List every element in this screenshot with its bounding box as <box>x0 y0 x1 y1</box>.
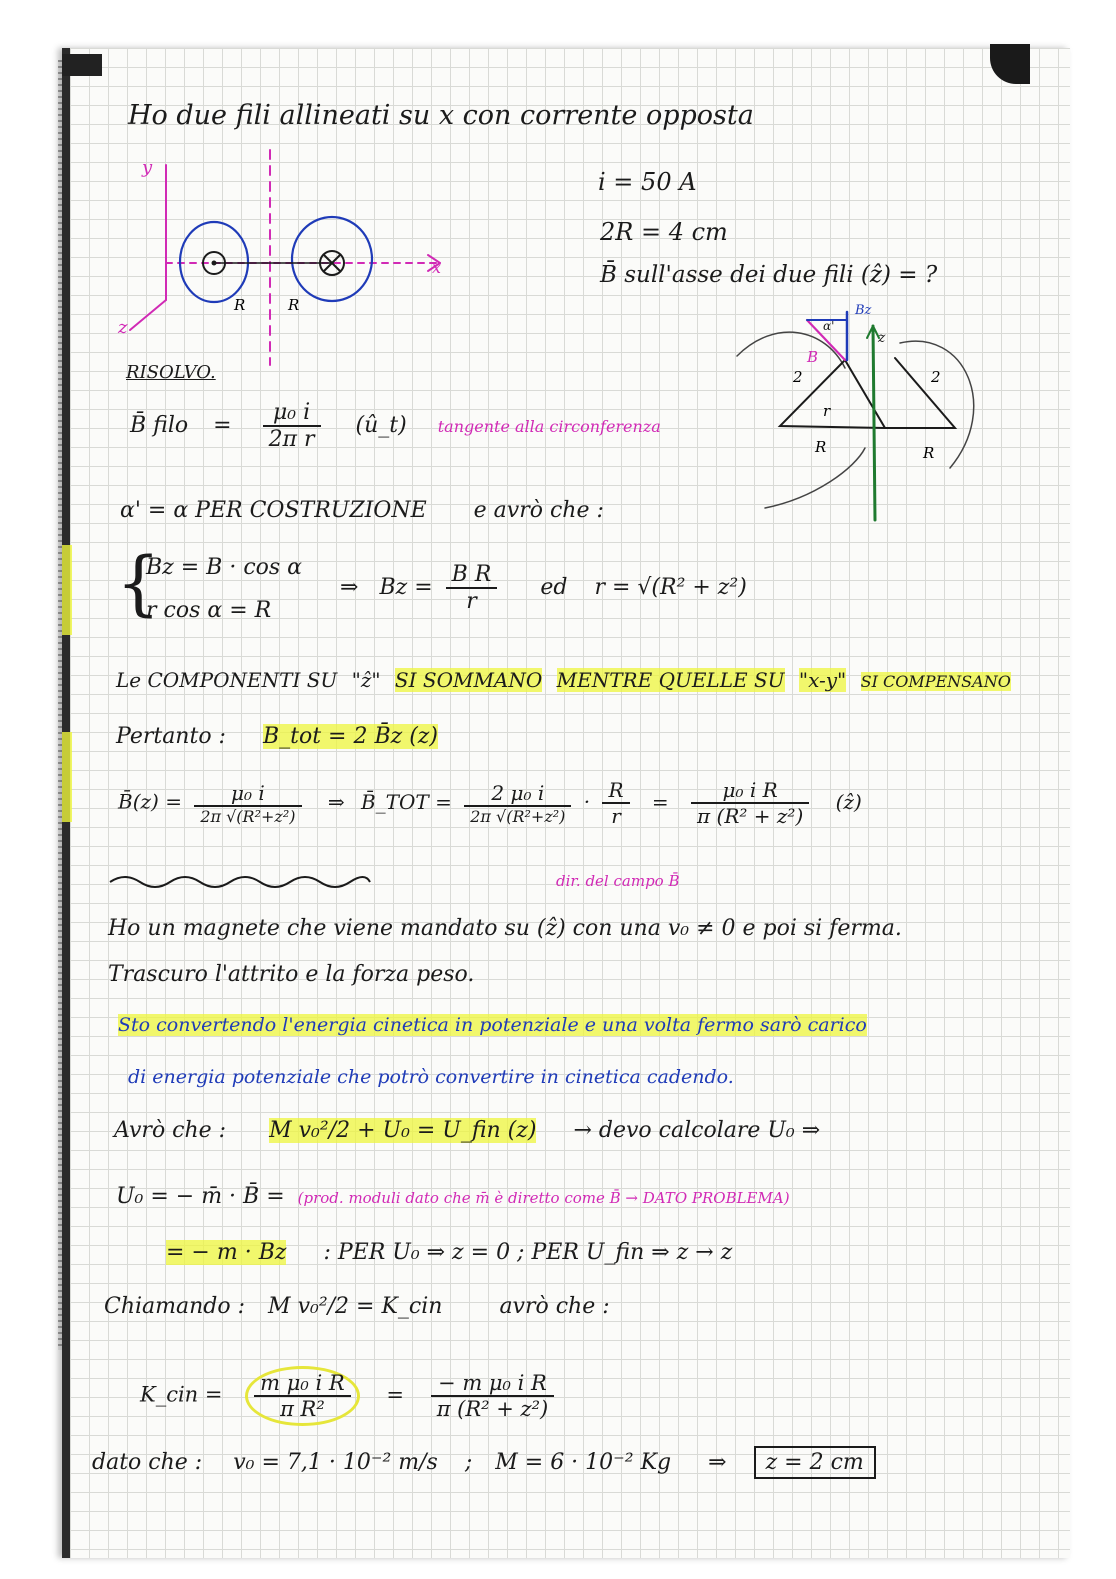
components-z: "ẑ" <box>351 668 381 692</box>
bz-frac1 <box>194 781 301 826</box>
components-line <box>116 668 1011 692</box>
energy-label: Avrò che : <box>114 1118 227 1143</box>
bfilo-num: μ₀ i <box>263 400 321 427</box>
part2-blue2: di energia potenziale che potrò convertire in cinetica cadendo. <box>128 1066 734 1088</box>
field-loop-right <box>292 217 372 301</box>
system-result-lhs: Bz = <box>379 575 433 600</box>
wavy-separator <box>108 872 373 892</box>
bfilo-eq: = <box>213 413 232 438</box>
fig2-side-left: 2 <box>793 368 803 386</box>
u0-line <box>116 1184 790 1209</box>
components-text2: SI SOMMANO <box>394 668 543 692</box>
kcin-lhs: K_cin = <box>140 1382 223 1407</box>
z-axis <box>130 300 166 330</box>
bz-unit: (ẑ) <box>835 789 862 814</box>
energy-tail: → devo calcolare U₀ ⇒ <box>573 1118 821 1143</box>
bfilo-den: 2π r <box>268 427 315 452</box>
final-label: dato che : <box>92 1450 203 1475</box>
pertanto-label: Pertanto : <box>116 724 226 749</box>
fig1-r1-label: R <box>234 296 246 314</box>
fig2-side-right: 2 <box>931 368 941 386</box>
fig2-r-left: R <box>815 438 827 456</box>
system-result-num: B R <box>446 562 498 589</box>
final-m: M = 6 · 10⁻² Kg <box>495 1450 672 1475</box>
bz-den4: π (R² + z²) <box>697 804 804 828</box>
alpha-text: α' = α PER COSTRUZIONE <box>120 498 427 523</box>
system-and: ed <box>540 575 568 600</box>
chiamando-label: Chiamando : <box>104 1294 246 1319</box>
wires-figure <box>110 145 470 370</box>
u0-note: (prod. moduli dato che m̄ è diretto come B̄ → DATO PROBLEMA) <box>297 1189 790 1207</box>
u0-eq: U₀ = − m̄ · B̄ = <box>116 1184 285 1209</box>
pertanto-eq: B_tot = 2 B̄z (z) <box>262 724 438 749</box>
kcin-eq: = <box>386 1382 404 1407</box>
final-sep: ; <box>464 1450 473 1475</box>
title: Ho due fili allineati su x con corrente opposta <box>128 100 754 131</box>
energy-line <box>114 1118 820 1143</box>
bz-den2: 2π √(R²+z²) <box>470 806 566 826</box>
fig1-z-label: z <box>118 317 128 338</box>
part2-blue1: Sto convertendo l'energia cinetica in potenziale e una volta fermo sarò carico <box>118 1014 867 1036</box>
bz-den3: r <box>611 804 621 828</box>
pertanto-line <box>116 724 438 749</box>
geometry-figure <box>735 298 1005 523</box>
bfilo-note: tangente alla circonferenza <box>437 417 661 436</box>
system-r-eq: r = √(R² + z²) <box>594 575 747 600</box>
kcin-frac2 <box>431 1371 555 1421</box>
margin-highlight-2 <box>62 732 72 822</box>
system-eq2: r cos α = R <box>146 598 272 623</box>
fig1-x-label: x <box>432 258 442 277</box>
bz-implies: ⇒ <box>327 789 345 814</box>
bz-btot: B̄_TOT = <box>360 789 452 814</box>
fig2-b-label: B <box>807 348 819 366</box>
bfilo-unit: (û_t) <box>355 413 407 438</box>
margin-highlight-1 <box>62 545 72 635</box>
part2-line2: Trascuro l'attrito e la forza peso. <box>108 962 475 987</box>
final-implies: ⇒ <box>708 1450 727 1475</box>
given-separation: 2R = 4 cm <box>600 218 728 246</box>
bz-frac4 <box>691 778 809 828</box>
system-result <box>340 562 747 614</box>
kcin-line <box>140 1366 560 1426</box>
chiamando-tail: avrò che : <box>499 1294 610 1319</box>
alpha-tail: e avrò che : <box>473 498 604 523</box>
kcin-num1: m μ₀ i R <box>254 1371 351 1397</box>
u0b-line <box>166 1240 732 1265</box>
final-line <box>92 1450 876 1475</box>
bz-num2: 2 μ₀ i <box>464 781 571 807</box>
bz-num3: R <box>602 778 629 804</box>
bz-eq: = <box>651 789 669 814</box>
u0b-eq: = − m · Bz <box>166 1240 287 1265</box>
bz-formula <box>118 778 862 828</box>
kcin-den2: π (R² + z²) <box>436 1397 549 1421</box>
bz-num1: μ₀ i <box>194 781 301 807</box>
bz-dot: · <box>583 789 591 814</box>
kcin-num2: − m μ₀ i R <box>431 1371 555 1397</box>
bfilo-formula <box>130 400 661 452</box>
components-text3: MENTRE QUELLE SU <box>556 668 785 692</box>
page-corner-dark <box>62 54 102 76</box>
given-current: i = 50 A <box>598 168 697 196</box>
fig2-r-right: R <box>923 444 935 462</box>
kcin-den1: π R² <box>280 1397 325 1421</box>
components-text4: SI COMPENSANO <box>860 672 1011 691</box>
kcin-frac1 <box>245 1366 360 1426</box>
bfilo-fraction <box>263 400 321 452</box>
bz-den1: 2π √(R²+z²) <box>200 806 296 826</box>
fig2-alpha-prime: α' <box>823 319 835 333</box>
part2-line1: Ho un magnete che viene mandato su (ẑ) con una v₀ ≠ 0 e poi si ferma. <box>108 916 902 941</box>
system-brace: { <box>116 542 161 624</box>
final-v0: v₀ = 7,1 · 10⁻² m/s <box>233 1450 438 1475</box>
z-axis-green <box>873 326 875 520</box>
fig2-z-label: z <box>878 330 886 346</box>
system-eq1: Bz = B · cos α <box>146 555 303 580</box>
components-xy: "x-y" <box>798 668 847 692</box>
fig1-r2-label: R <box>288 296 300 314</box>
bz-frac2 <box>464 781 571 826</box>
system-implies: ⇒ <box>340 575 359 600</box>
system-result-den: r <box>466 589 477 614</box>
alpha-line <box>120 498 604 523</box>
bz-frac3 <box>602 778 629 828</box>
solve-label: RISOLVO. <box>126 362 216 383</box>
fig2-r-mid: r <box>823 402 831 420</box>
components-text1: Le COMPONENTI SU <box>116 668 338 692</box>
chiamando-line <box>104 1294 610 1319</box>
dir-note: dir. del campo B̄ <box>556 872 680 890</box>
u0b-cond: : PER U₀ ⇒ z = 0 ; PER U_fin ⇒ z → z <box>323 1240 733 1265</box>
fig2-bz-label: Bz <box>855 303 872 318</box>
bfilo-lhs: B̄ filo <box>130 413 189 438</box>
chiamando-eq: M v₀²/2 = K_cin <box>268 1294 443 1319</box>
bz-lhs: B̄(z) = <box>118 789 182 814</box>
given-question: B̄ sull'asse dei due fili (ẑ) = ? <box>600 262 938 288</box>
final-answer: z = 2 cm <box>754 1446 876 1479</box>
triangle-right <box>885 358 955 428</box>
bz-num4: μ₀ i R <box>691 778 809 804</box>
fig1-y-label: y <box>142 157 153 178</box>
system-result-frac <box>446 562 498 614</box>
energy-eq: M v₀²/2 + U₀ = U_fin (z) <box>269 1118 537 1143</box>
